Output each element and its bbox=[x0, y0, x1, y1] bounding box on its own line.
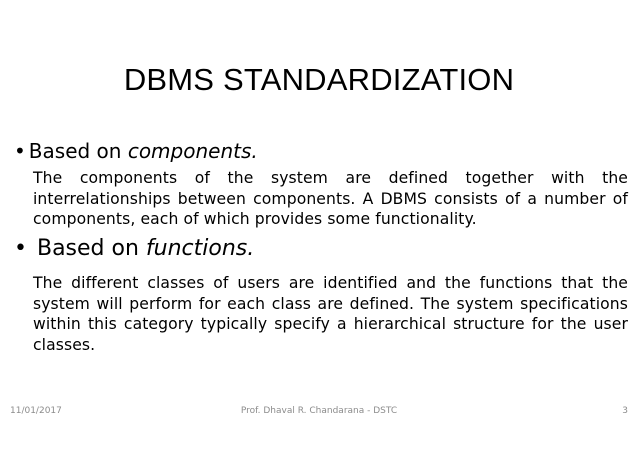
bullet-emphasis: functions. bbox=[145, 236, 255, 261]
bullet-components bbox=[14, 139, 258, 163]
bullet-lead: Based on bbox=[36, 236, 146, 261]
functions-paragraph: The different classes of users are identified and the functions that the system will perform for each class are defined. The system specifications within this category typically specify a hierarchical structure for the user classes. bbox=[33, 274, 628, 354]
bullet-lead: Based on bbox=[28, 139, 128, 163]
bullet-emphasis: components. bbox=[127, 139, 258, 163]
slide-title: DBMS STANDARDIZATION bbox=[123, 62, 515, 97]
footer-date: 11/01/2017 bbox=[10, 406, 62, 416]
footer-page-number: 3 bbox=[622, 406, 628, 416]
components-paragraph: The components of the system are defined together with the interrelationships between components. A DBMS consists of a number of components, each of which provides some functionality. bbox=[33, 169, 628, 228]
bullet-functions bbox=[14, 236, 254, 261]
footer-author: Prof. Dhaval R. Chandarana - DSTC bbox=[240, 406, 398, 416]
bullet-marker: • bbox=[14, 236, 27, 261]
bullet-marker: • bbox=[14, 139, 26, 163]
